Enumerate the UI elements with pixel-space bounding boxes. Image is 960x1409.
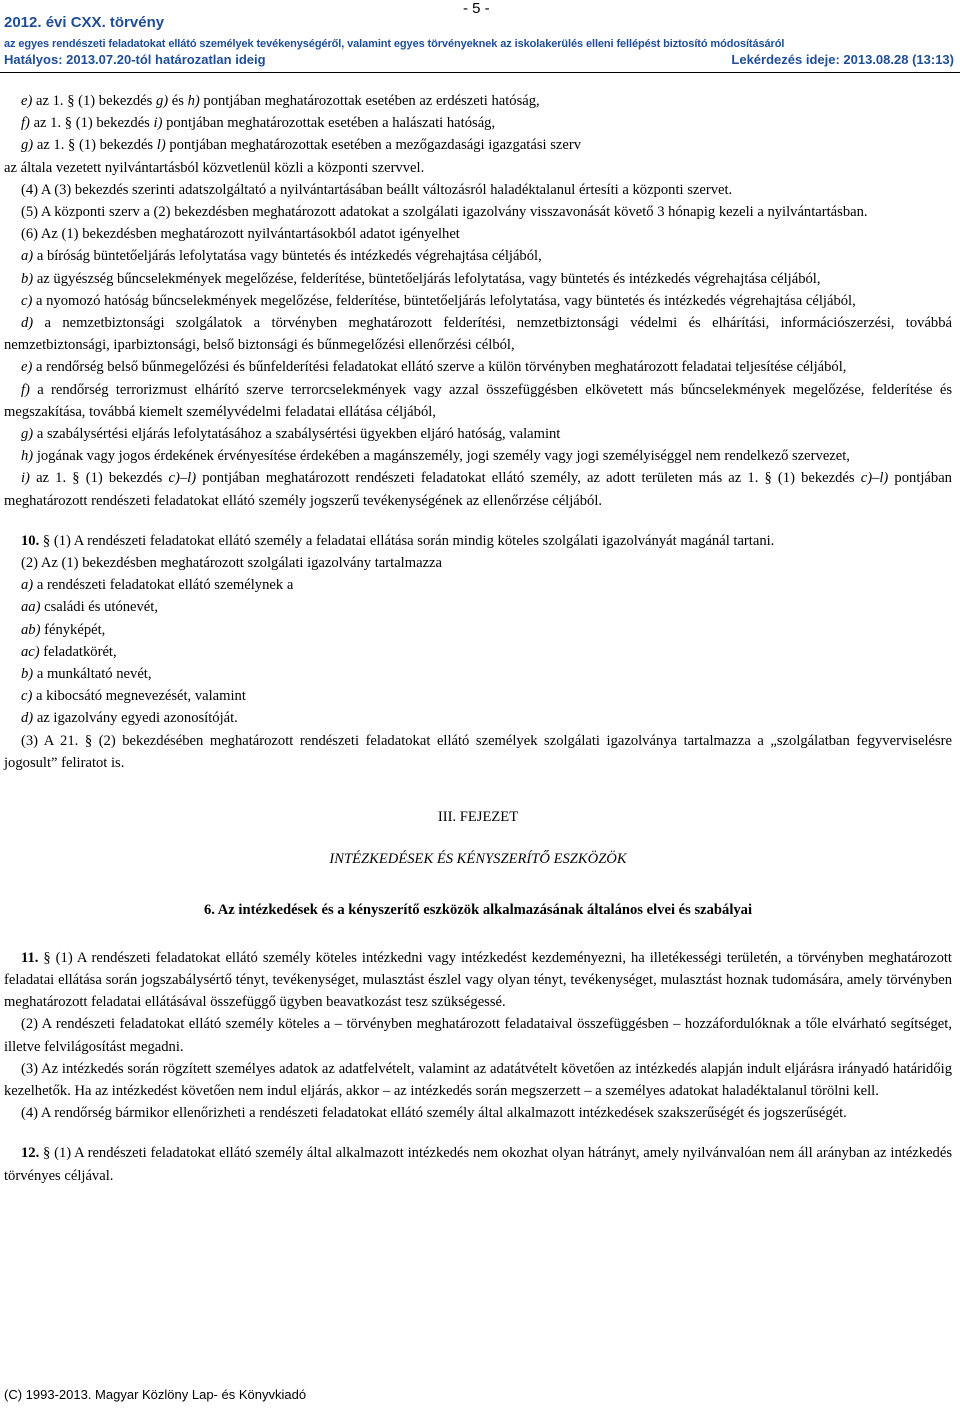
item-f: f) az 1. § (1) bekezdés i) pontjában meghatározottak esetében a halászati hatóság, [21, 115, 496, 132]
p6-item-e: e) a rendőrség belső bűnmegelőzési és bűnfelderítési feladatokat ellátó szerve a külön törvényben meghatározott feladatai teljesítése céljából, [21, 359, 847, 376]
s10-item-aa: aa) családi és utónevét, [21, 599, 158, 616]
section-number: 10. [21, 532, 40, 549]
p6-item-f: f) a rendőrség terrorizmust elhárító szerve terrorcselekmények vagy azzal összefüggésben elkövetett más bűncselekmények megelőzése, felderítése és megszakítása, továbbá kiemelt személyvédelmi feladatai ellátása céljából, [4, 381, 952, 420]
p6-item-b: b) az ügyészség bűncselekmények megelőzése, felderítése, büntetőeljárás lefolytatása, vagy büntetés és intézkedés végrehajtása céljából, [21, 270, 821, 287]
s10-item-a: a) a rendészeti feladatokat ellátó személynek a [21, 577, 294, 594]
p6-item-c: c) a nyomozó hatóság bűncselekmények megelőzése, felderítése, büntetőeljárás lefolytatása, vagy büntetés és intézkedés végrehajtása céljából, [21, 292, 856, 309]
spacer [4, 1124, 952, 1142]
spacer [4, 921, 952, 947]
s10-item-ab: ab) fényképét, [21, 621, 106, 638]
section-number: 11. [21, 949, 39, 966]
p6-item-i: i) az 1. § (1) bekezdés c)–l) pontjában meghatározott rendészeti feladatokat ellátó személy, az adott területen más az 1. § (1) bekezdés c)–l) pontjában meghatározott rendészeti feladatokat ellátó személy jogszerű tevékenységének az ellenőrzése céljából. [4, 470, 952, 509]
spacer [4, 774, 952, 806]
section-number: 12. [21, 1145, 40, 1162]
section-12-paragraph-1: 12. § (1) A rendészeti feladatokat ellátó személy által alkalmazott intézkedés nem okozhat olyan hátrányt, amely nyilvánvalóan nem áll arányban az intézkedés törvényes céljával. [4, 1145, 952, 1184]
item-label: f) [21, 115, 30, 132]
s10-item-d: d) az igazolvány egyedi azonosítóját. [21, 710, 238, 727]
s10-item-b: b) a munkáltató nevét, [21, 666, 152, 683]
s10-item-c: c) a kibocsátó megnevezését, valamint [21, 688, 246, 705]
query-date: Lekérdezés ideje: 2013.08.28 (13:13) [731, 52, 954, 67]
document-body [4, 90, 952, 1187]
item-g-continuation: az általa vezetett nyilvántartásból közvetlenül közli a központi szervvel. [4, 159, 425, 176]
p6-item-h: h) jogának vagy jogos érdekének érvényesítése érdekében a magánszemély, jogi személy vagy jogi személyiséggel nem rendelkező szervezet, [21, 448, 850, 465]
s10-item-ac: ac) feladatkörét, [21, 643, 117, 660]
effective-date: Hatályos: 2013.07.20-tól határozatlan ideig [4, 52, 266, 67]
item-g: g) az 1. § (1) bekezdés l) pontjában meghatározottak esetében a mezőgazdasági igazgatási szerv [21, 137, 582, 154]
paragraph-5: (5) A központi szerv a (2) bekezdésben meghatározott adatokat a szolgálati igazolvány visszavonását követő 3 hónapig kezeli a nyilvántartásban. [21, 204, 868, 221]
p6-item-a: a) a bíróság büntetőeljárás lefolytatása vagy büntetés és intézkedés végrehajtása céljából, [21, 248, 542, 265]
copyright-footer: (C) 1993-2013. Magyar Közlöny Lap- és Könyvkiadó [4, 1387, 307, 1402]
section-10-paragraph-2: (2) Az (1) bekezdésben meghatározott szolgálati igazolvány tartalmazza [21, 555, 442, 572]
section-11-paragraph-4: (4) A rendőrség bármikor ellenőrizheti a rendészeti feladatokat ellátó személy által alkalmazott intézkedések szakszerűségét és jogszerűségét. [21, 1105, 847, 1122]
section-10-paragraph-3: (3) A 21. § (2) bekezdésében meghatározott rendészeti feladatokat ellátó személyek szolgálati igazolványa tartalmazza a „szolgálatban fegyverviselésre jogosult” feliratot is. [4, 732, 952, 771]
item-label: g) [21, 137, 34, 154]
section-11-paragraph-3: (3) Az intézkedés során rögzített személyes adatok az adatfelvételt, valamint az adatátvételt követően az intézkedés alapján indult eljárásra irányadó határidőig kezelhetők. Ha az intézkedést követően nem indul eljárás, akkor – az intézkedés során megszerzett – a személyes adatokat haladéktalanul törölni kell. [4, 1060, 952, 1099]
section-11-paragraph-1: 11. § (1) A rendészeti feladatokat ellátó személy köteles intézkedni vagy intézkedést kezdeményezni, ha illetékességi területén, a törvényben meghatározott feladatai ellátása során jogszabálysértő tényt, tevékenységet, mulasztást észlel vagy olyan tényt, tevékenységet, mulasztást hoznak tudomására, amely törvényben meghatározott feladatai ellátásával összefüggő ügyben beavatkozást tesz szükségessé. [4, 949, 952, 1011]
subtitle-heading: 6. Az intézkedések és a kényszerítő eszközök alkalmazásának általános elvei és szabályai [203, 901, 753, 918]
paragraph-4: (4) A (3) bekezdés szerinti adatszolgáltató a nyilvántartásában beállt változásról haladéktalanul értesíti a központi szervet. [21, 181, 733, 198]
law-title: 2012. évi CXX. törvény [4, 14, 165, 31]
item-label: e) [21, 93, 33, 109]
spacer [4, 512, 952, 530]
header-divider [0, 72, 960, 73]
section-10-paragraph-1: 10. § (1) A rendészeti feladatokat ellátó személy a feladatai ellátása során mindig köteles szolgálati igazolványát magánál tartani. [21, 532, 775, 549]
page-number: - 5 - [463, 0, 490, 17]
spacer [4, 871, 952, 899]
item-e: e) az 1. § (1) bekezdés g) és h) pontjában meghatározottak esetében az erdészeti hatóság, [21, 93, 540, 109]
spacer [4, 828, 952, 848]
section-11-paragraph-2: (2) A rendészeti feladatokat ellátó személy köteles a – törvényben meghatározott feladataival összefüggésben – hozzáfordulóknak a tőle elvárható segítséget, illetve felvilágosítást megadni. [4, 1016, 952, 1055]
p6-item-d: d) a nemzetbiztonsági szolgálatok a törvényben meghatározott felderítési, nemzetbiztonsági védelmi és elhárítási, információszerzési, továbbá nemzetbiztonsági, iparbiztonsági, belső biztonsági és bűnmegelőzési ellenőrzési célból, [4, 315, 952, 354]
chapter-number: III. FEJEZET [437, 809, 519, 826]
p6-item-g: g) a szabálysértési eljárás lefolytatásához a szabálysértési ügyekben eljáró hatóság, valamint [21, 426, 561, 443]
paragraph-6: (6) Az (1) bekezdésben meghatározott nyilvántartásokból adatot igényelhet [21, 226, 460, 243]
chapter-title: INTÉZKEDÉSEK ÉS KÉNYSZERÍTŐ ESZKÖZÖK [329, 851, 627, 868]
law-subtitle: az egyes rendészeti feladatokat ellátó személyek tevékenységéről, valamint egyes törvényeknek az iskolakerülés elleni fellépést biztosító módosításáról [4, 38, 785, 50]
